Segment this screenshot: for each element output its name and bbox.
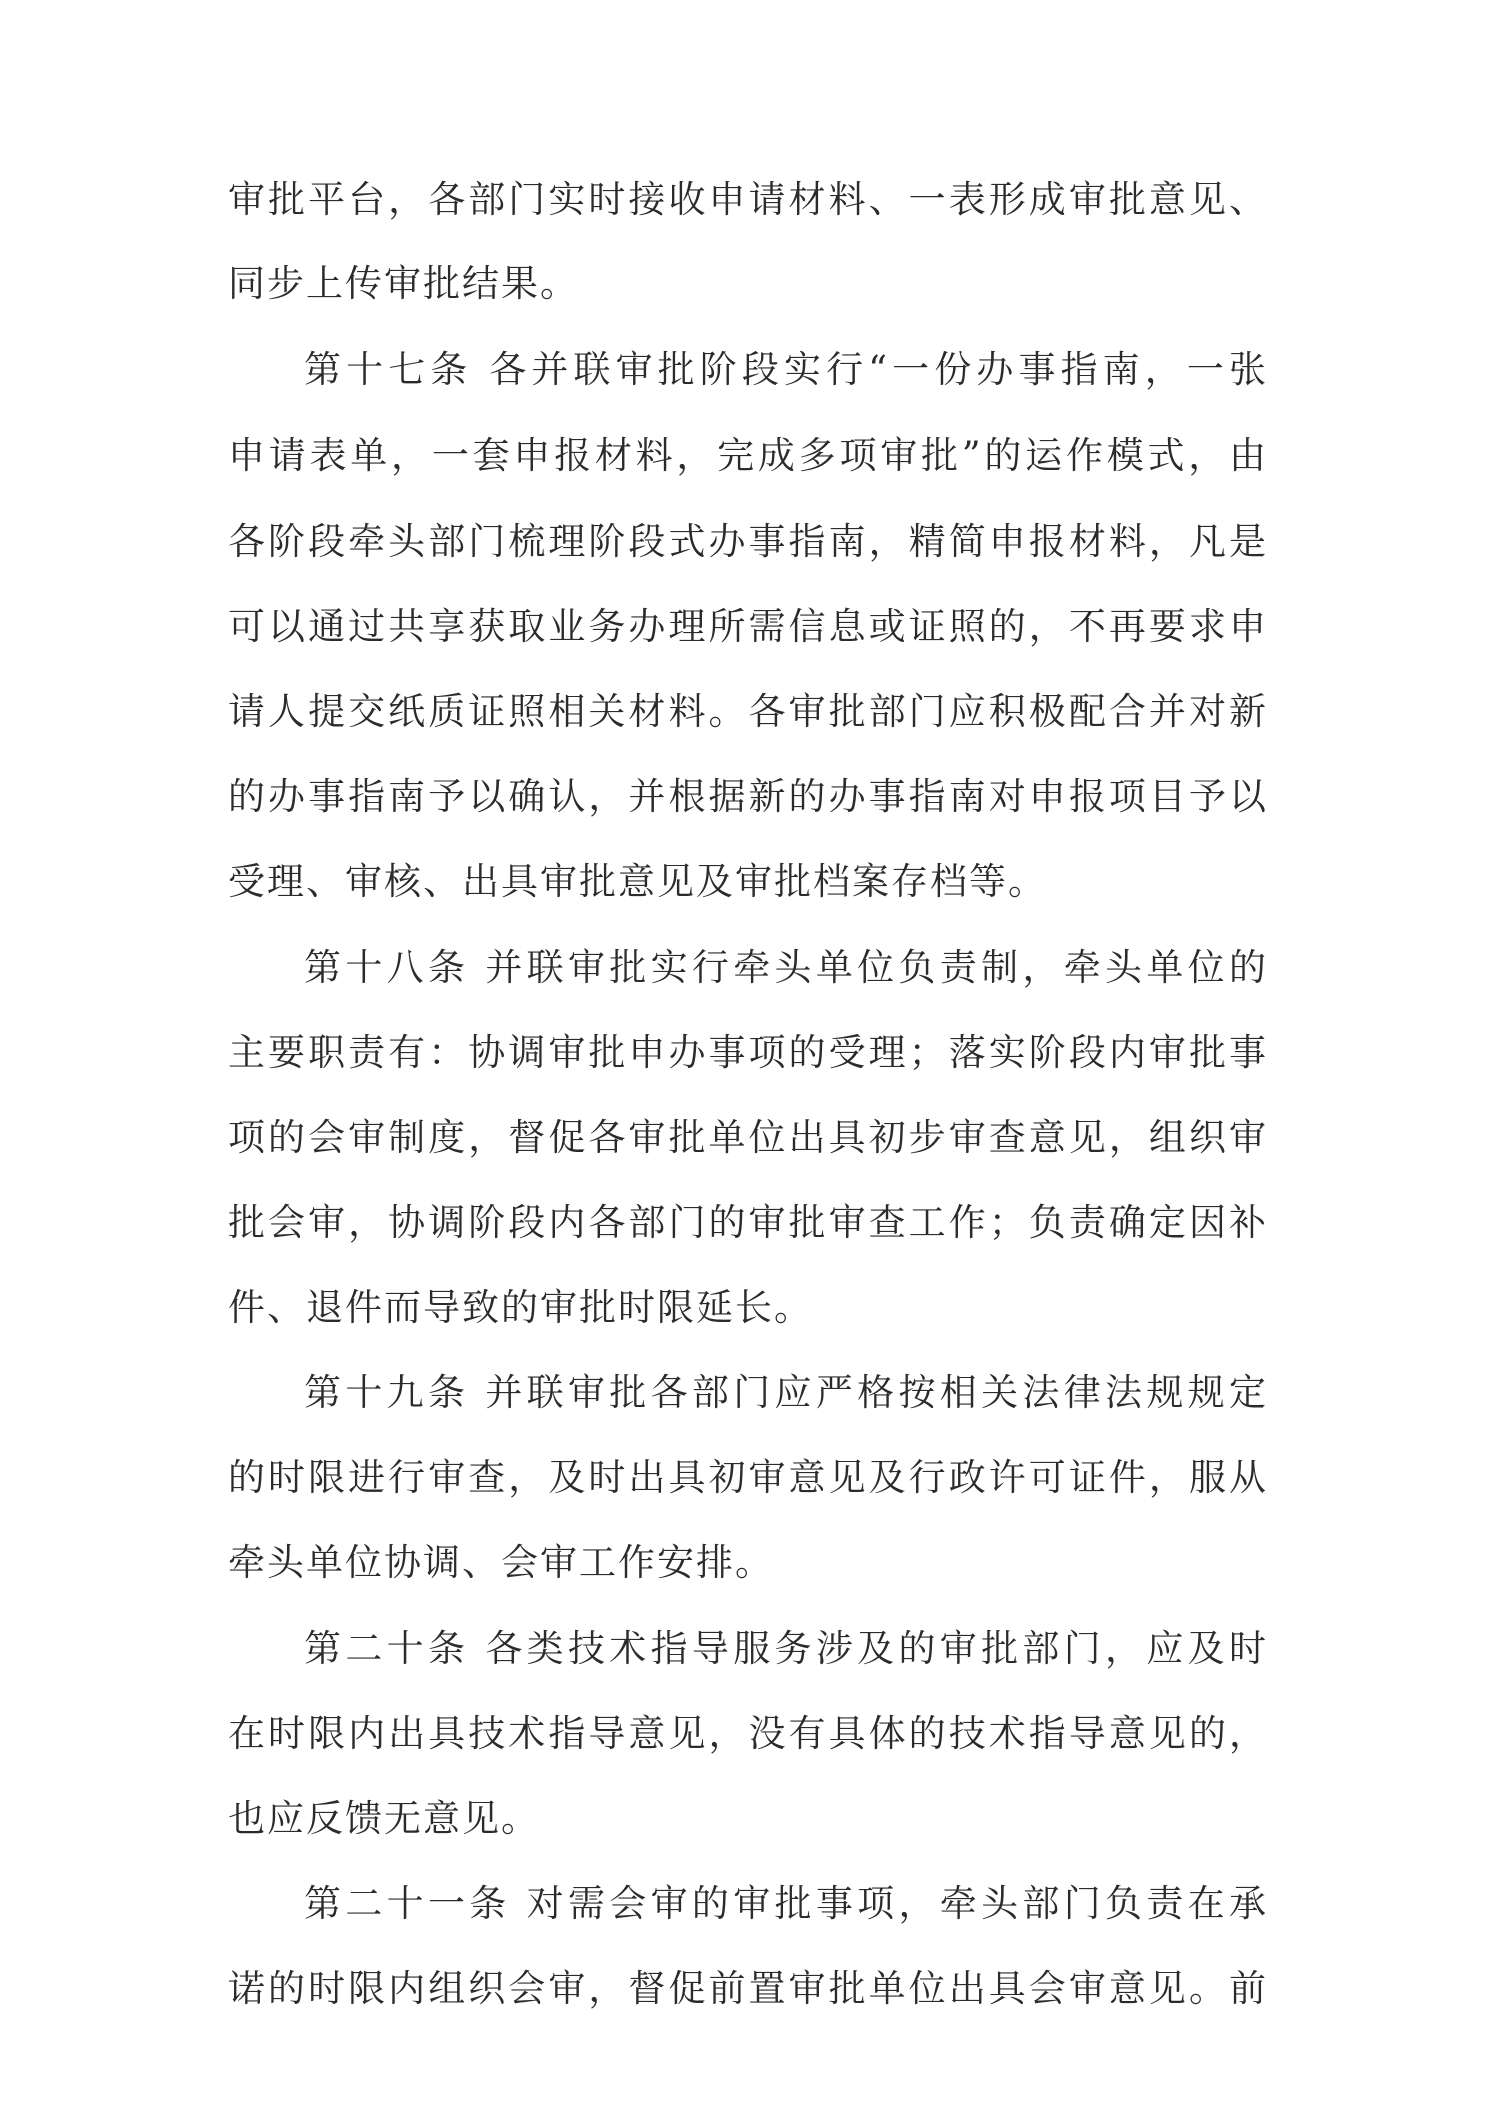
- text-line: 审批平台，各部门实时接收申请材料、一表形成审批意见、: [228, 178, 1268, 221]
- text-line: 第十七条 各并联审批阶段实行“一份办事指南，一张: [304, 348, 1268, 391]
- text-line: 申请表单，一套申报材料，完成多项审批”的运作模式，由: [228, 434, 1268, 477]
- text-line: 主要职责有：协调审批申办事项的受理；落实阶段内审批事: [228, 1031, 1268, 1074]
- text-line: 各阶段牵头部门梳理阶段式办事指南，精简申报材料，凡是: [228, 520, 1268, 563]
- text-line: 项的会审制度，督促各审批单位出具初步审查意见，组织审: [228, 1116, 1268, 1159]
- text-line: 的时限进行审查，及时出具初审意见及行政许可证件，服从: [228, 1456, 1268, 1499]
- text-line: 第二十一条 对需会审的审批事项，牵头部门负责在承: [304, 1882, 1268, 1925]
- text-line: 可以通过共享获取业务办理所需信息或证照的，不再要求申: [228, 605, 1268, 648]
- text-line: 牵头单位协调、会审工作安排。: [228, 1541, 774, 1584]
- text-line: 第二十条 各类技术指导服务涉及的审批部门，应及时: [304, 1627, 1268, 1670]
- text-line: 第十八条 并联审批实行牵头单位负责制，牵头单位的: [304, 946, 1268, 989]
- text-line: 的办事指南予以确认，并根据新的办事指南对申报项目予以: [228, 775, 1268, 818]
- text-line: 第十九条 并联审批各部门应严格按相关法律法规规定: [304, 1371, 1268, 1414]
- text-line: 在时限内出具技术指导意见，没有具体的技术指导意见的，: [228, 1712, 1268, 1755]
- text-line: 件、退件而导致的审批时限延长。: [228, 1286, 813, 1329]
- text-line: 批会审，协调阶段内各部门的审批审查工作；负责确定因补: [228, 1201, 1268, 1244]
- text-line: 请人提交纸质证照相关材料。各审批部门应积极配合并对新: [228, 690, 1268, 733]
- text-line: 同步上传审批结果。: [228, 262, 579, 305]
- text-line: 诺的时限内组织会审，督促前置审批单位出具会审意见。前: [228, 1967, 1268, 2010]
- text-line: 受理、审核、出具审批意见及审批档案存档等。: [228, 860, 1047, 903]
- text-line: 也应反馈无意见。: [228, 1797, 540, 1840]
